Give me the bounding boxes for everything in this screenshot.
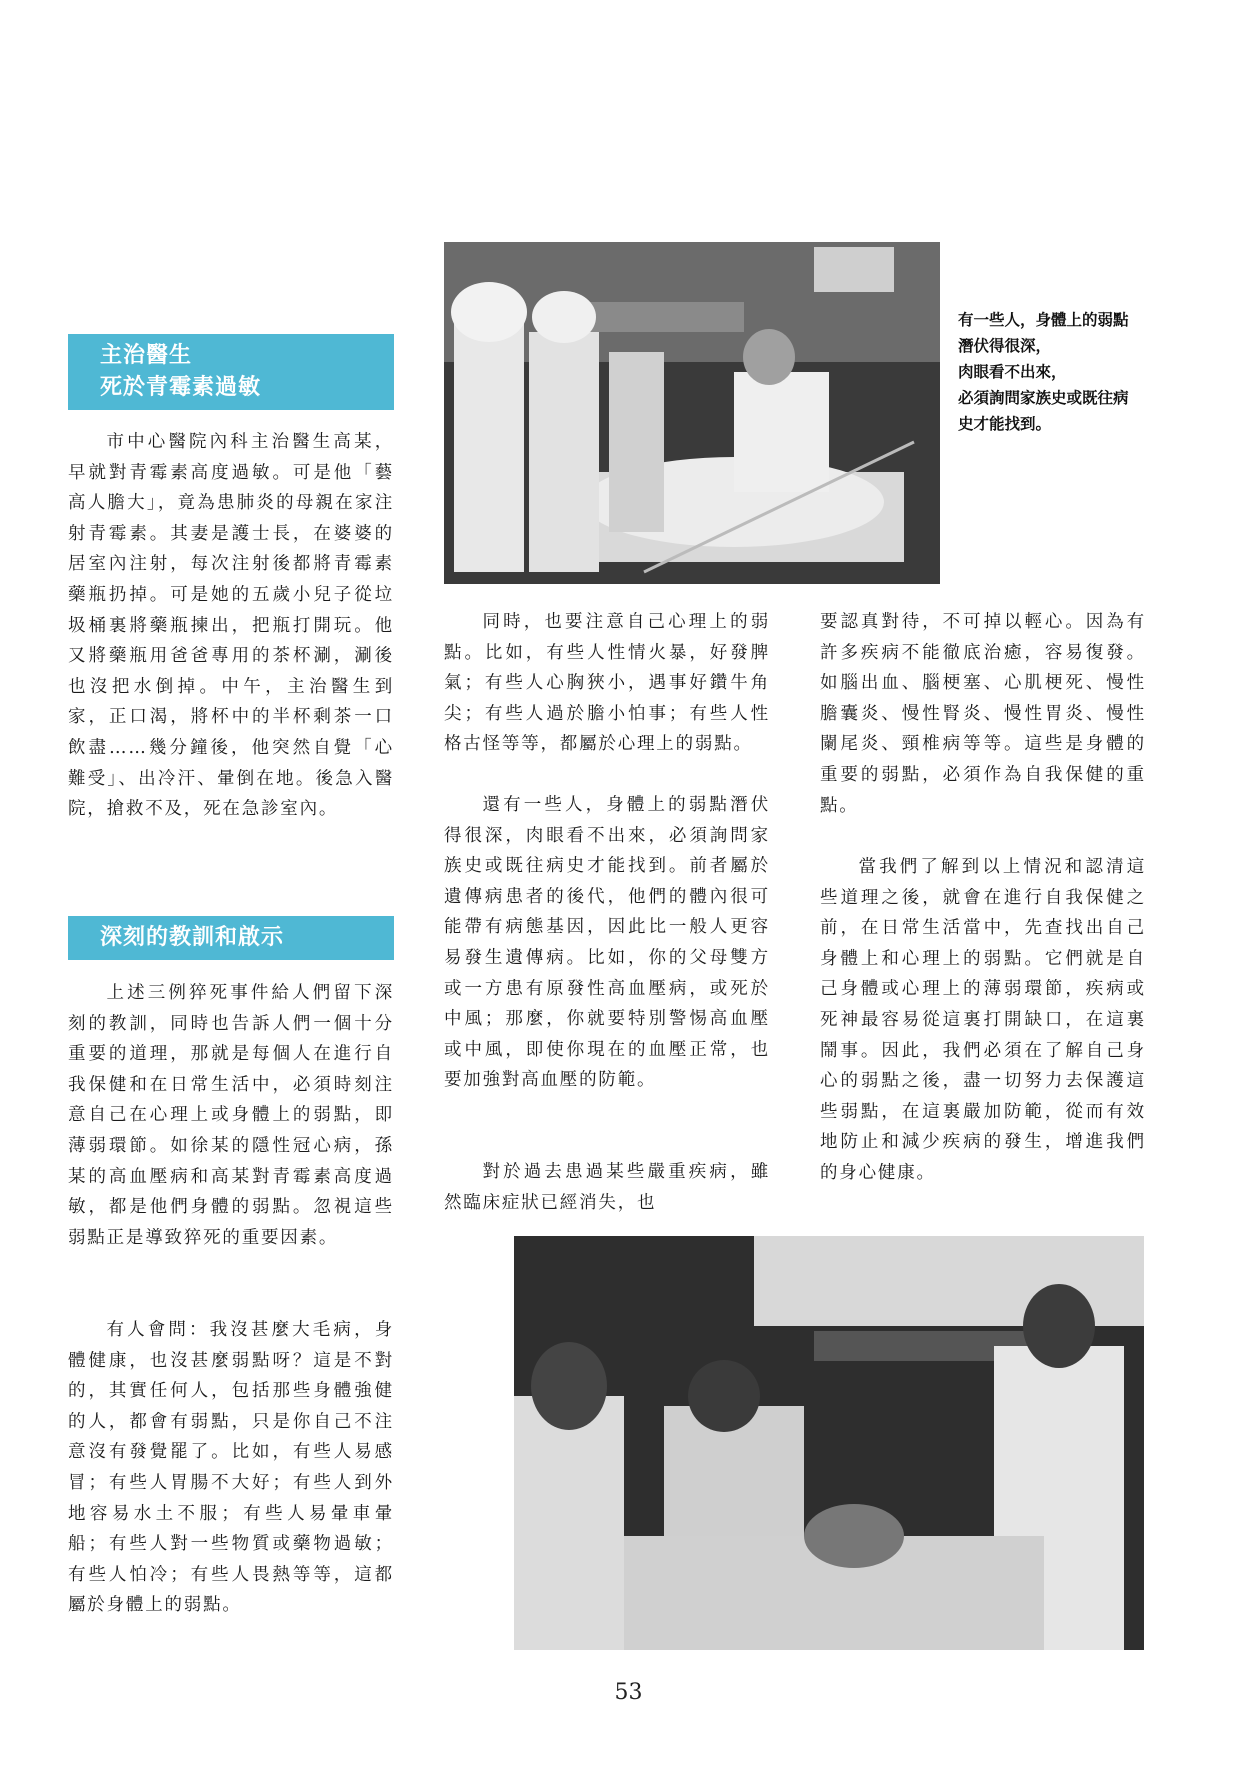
lessons-paragraph-2: 有人會問：我沒甚麼大毛病，身體健康，也沒甚麼弱點呀？這是不對的，其實任何人，包括那些身體強健的人，都會有弱點，只是你自己不注意沒有發覺罷了。比如，有些人易感冒；有些人胃腸不大好；有些人到外地容易水土不服；有些人易暈車暈船；有些人對一些物質或藥物過敏；有些人怕冷；有些人畏熱等等，這都屬於身體上的弱點。 (68, 1320, 394, 1616)
photo-doctors-illustration (514, 1236, 1144, 1650)
caption-line-4: 必須詢問家族史或既往病 (958, 389, 1129, 407)
column2-paragraph-1: 同時，也要注意自己心理上的弱點。比如，有些人性情火暴，好發脾氣；有些人心胸狹小，遇事好鑽牛角尖；有些人過於膽小怕事；有些人性格古怪等等，都屬於心理上的弱點。 (444, 612, 770, 755)
caption-line-5: 史才能找到。 (958, 415, 1052, 433)
section1-paragraph: 市中心醫院內科主治醫生高某，早就對青霉素高度過敏。可是他「藝高人膽大」，竟為患肺炎的母親在家注射青霉素。其妻是護士長，在婆婆的居室內注射，每次注射後都將青霉素藥瓶扔掉。可是她的五歲小兒子從垃圾桶裏將藥瓶揀出，把瓶打開玩。他又將藥瓶用爸爸專用的茶杯涮，涮後也沒把水倒掉。中午，主治醫生到家，正口渴，將杯中的半杯剩茶一口飲盡……幾分鐘後，他突然自覺「心難受」、出冷汗、暈倒在地。後急入醫院，搶救不及，死在急診室內。 (68, 432, 394, 820)
column2-paragraph-2: 還有一些人，身體上的弱點潛伏得很深，肉眼看不出來，必須詢問家族史或既往病史才能找到。前者屬於遺傳病患者的後代，他們的體內很可能帶有病態基因，因此比一般人更容易發生遺傳病。比如，你的父母雙方或一方患有原發性高血壓病，或死於中風；那麼，你就要特別警惕高血壓或中風，即使你現在的血壓正常，也要加強對高血壓的防範。 (444, 795, 770, 1091)
column2-paragraph-3: 對於過去患過某些嚴重疾病，雖然臨床症狀已經消失，也 (444, 1162, 770, 1213)
column3-paragraph-1: 要認真對待，不可掉以輕心。因為有許多疾病不能徹底治癒，容易復發。如腦出血、腦梗塞、心肌梗死、慢性膽囊炎、慢性腎炎、慢性胃炎、慢性闌尾炎、頸椎病等等。這些是身體的重要的弱點，必須作為自我保健的重點。 (820, 612, 1146, 816)
heading-line-2: 死於青霉素過敏 (100, 375, 262, 400)
caption-line-3: 肉眼看不出來， (958, 363, 1067, 381)
heading-lessons-text: 深刻的教訓和啟示 (100, 925, 285, 950)
column3-paragraph-2: 當我們了解到以上情況和認清這些道理之後，就會在進行自我保健之前，在日常生活當中，先查找出自己身體上和心理上的弱點。它們就是自己身體或心理上的薄弱環節，疾病或死神最容易從這裏打開缺口，在這裏鬧事。因此，我們必須在了解自己身心的弱點之後，盡一切努力去保護這些弱點，在這裏嚴加防範，從而有效地防止和減少疾病的發生，增進我們的身心健康。 (820, 857, 1146, 1183)
caption-line-2: 潛伏得很深， (958, 337, 1052, 355)
section-heading-lessons (68, 916, 394, 960)
photo-caption (958, 307, 1158, 437)
caption-line-1: 有一些人，身體上的弱點 (958, 311, 1129, 329)
page-number: 53 (614, 1680, 643, 1705)
lessons-paragraph-1: 上述三例猝死事件給人們留下深刻的教訓，同時也告訴人們一個十分重要的道理，那就是每個人在進行自我保健和在日常生活中，必須時刻注意自己在心理上或身體上的弱點，即薄弱環節。如徐某的隱性冠心病，孫某的高血壓病和高某對青霉素高度過敏，都是他們身體的弱點。忽視這些弱點正是導致猝死的重要因素。 (68, 983, 394, 1248)
photo-doctors-examining-patient (514, 1236, 1144, 1650)
photo-nurses-at-bedside (444, 242, 940, 584)
heading-line-1: 主治醫生 (100, 343, 193, 368)
section-heading-doctor-allergy (68, 334, 394, 410)
photo-nurses-illustration (444, 242, 940, 584)
